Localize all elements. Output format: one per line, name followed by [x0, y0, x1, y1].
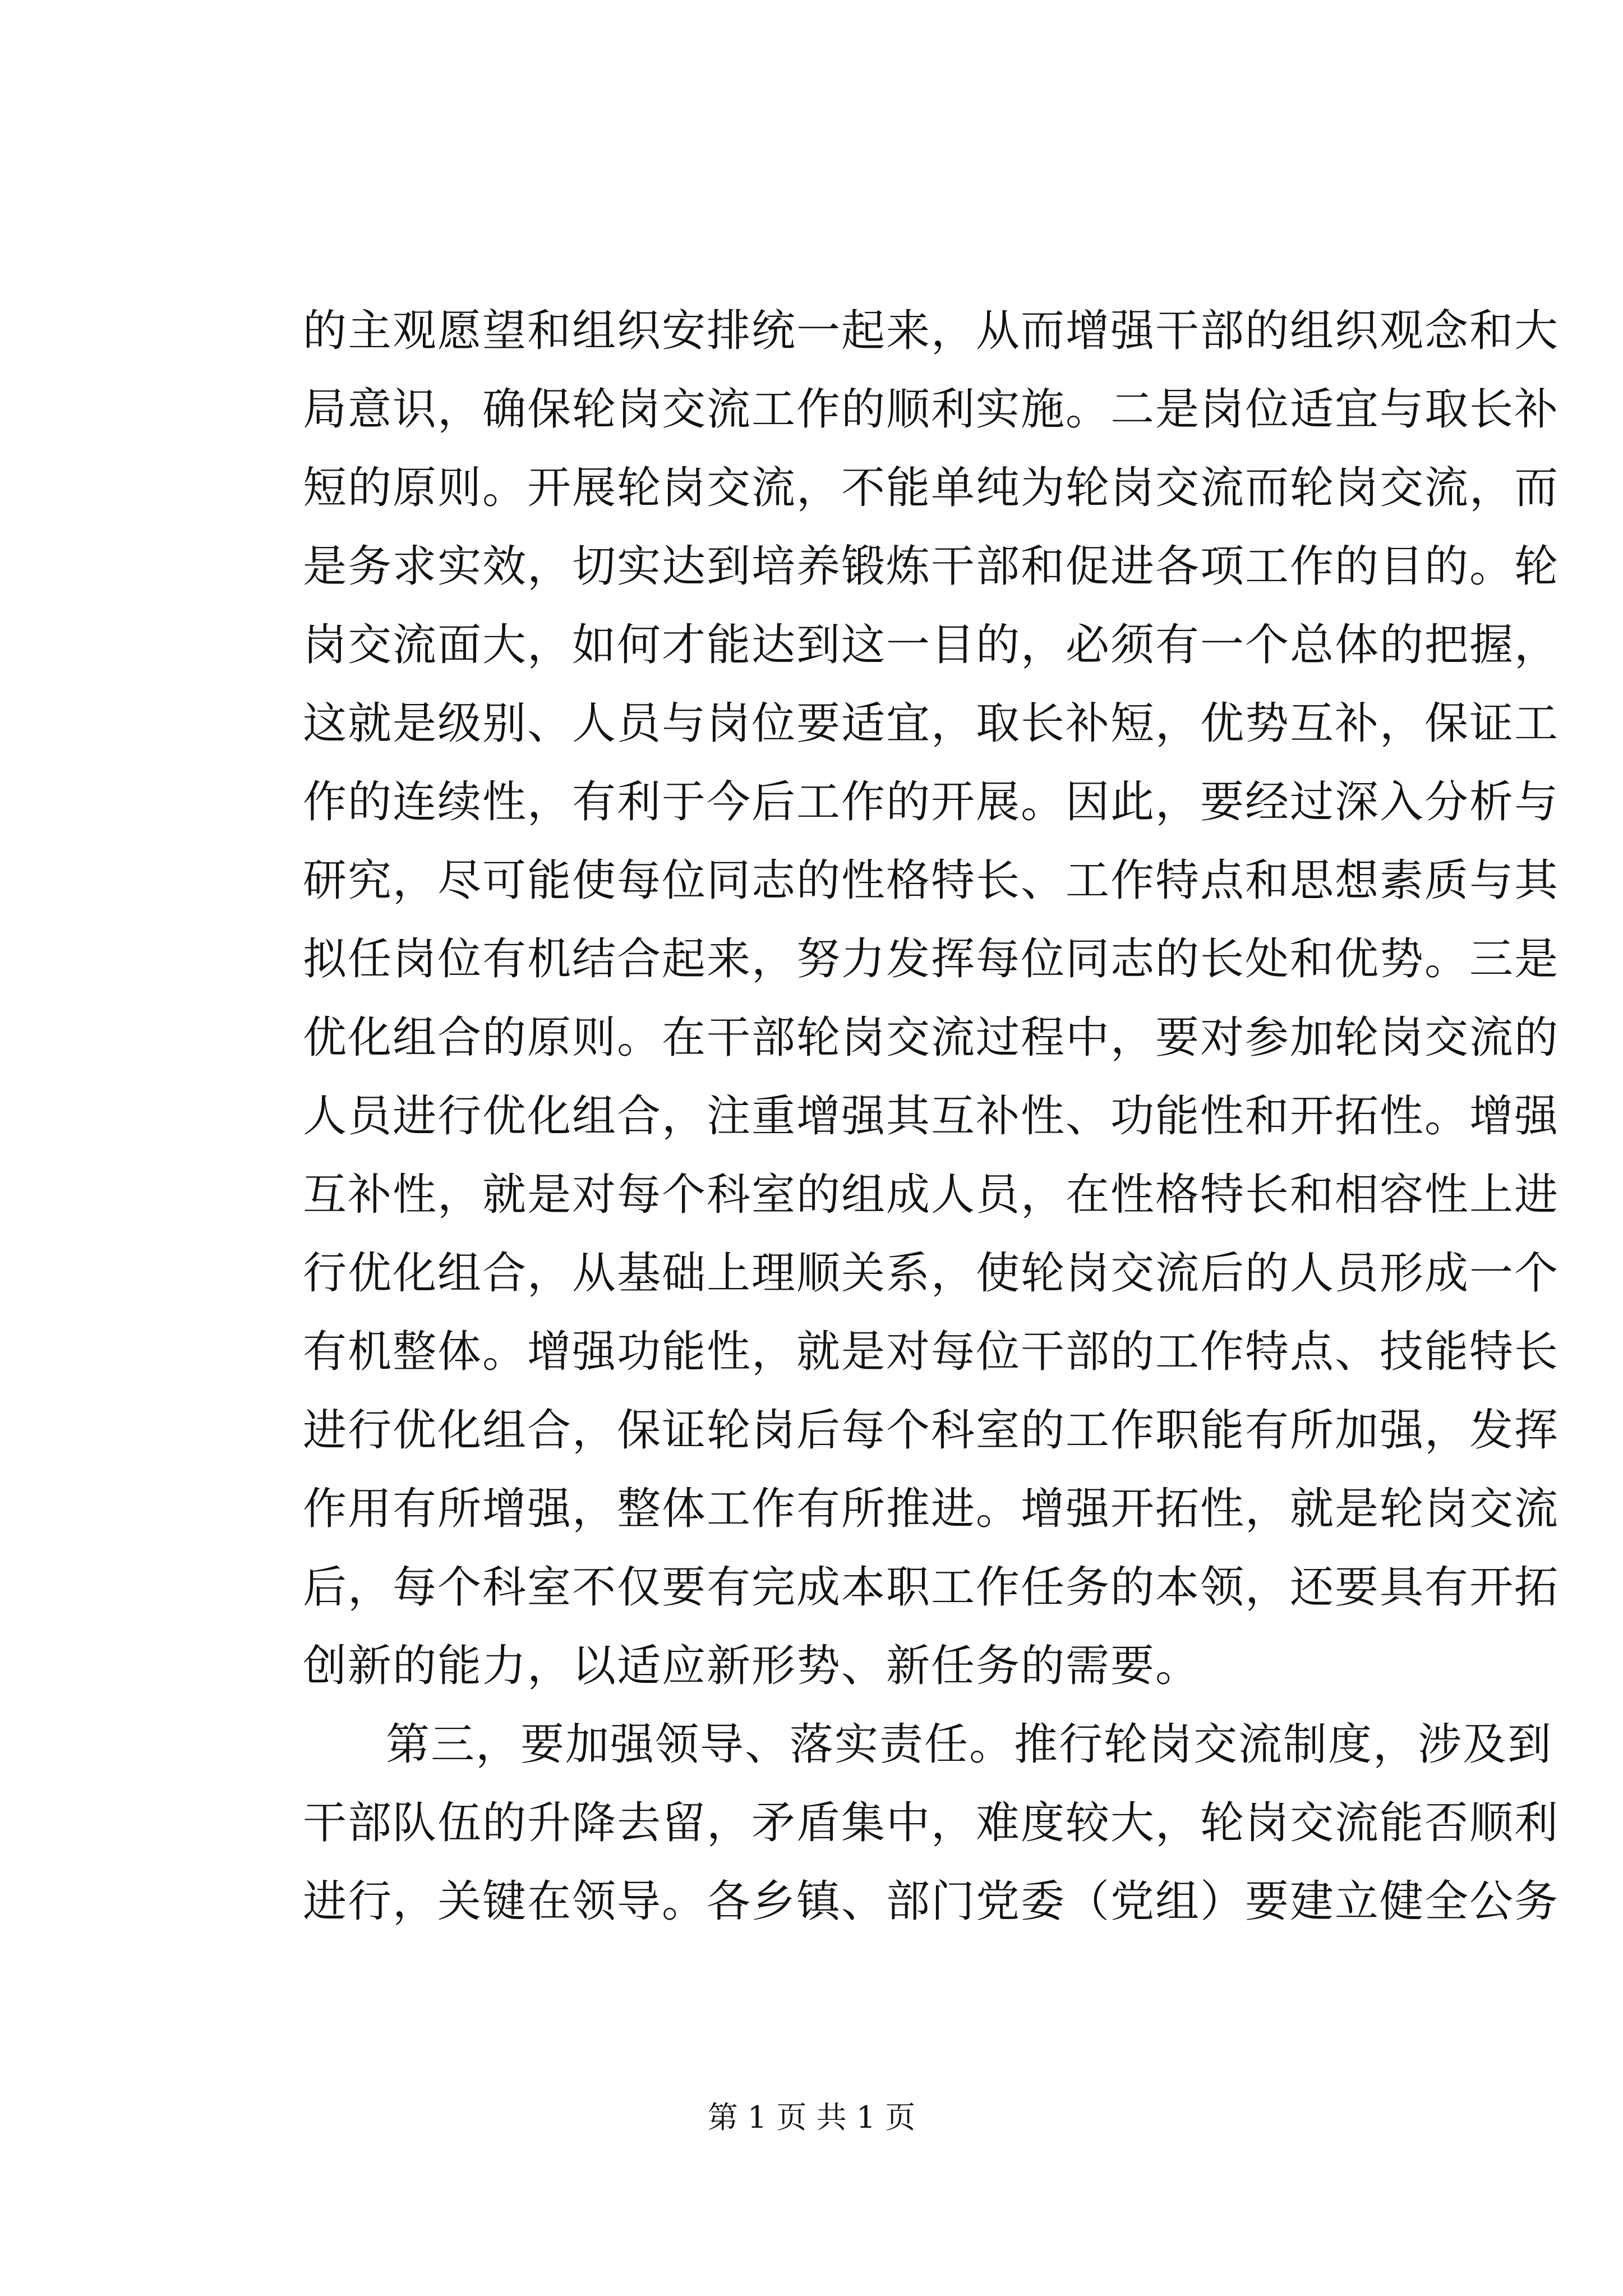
text-line: 后，每个科室不仅要有完成本职工作任务的本领，还要具有开拓 — [303, 1562, 1560, 1613]
paragraph-start-line: 第三，要加强领导、落实责任。推行轮岗交流制度，涉及到 — [386, 1719, 1553, 1770]
body-text — [303, 292, 1560, 1941]
text-line: 优化组合的原则。在干部轮岗交流过程中，要对参加轮岗交流的 — [303, 1013, 1560, 1063]
text-line: 进行优化组合，保证轮岗后每个科室的工作职能有所加强，发挥 — [303, 1405, 1560, 1456]
text-line: 作用有所增强，整体工作有所推进。增强开拓性，就是轮岗交流 — [303, 1484, 1560, 1534]
text-line: 干部队伍的升降去留，矛盾集中，难度较大，轮岗交流能否顺利 — [303, 1798, 1560, 1848]
text-line: 人员进行优化组合，注重增强其互补性、功能性和开拓性。增强 — [303, 1091, 1560, 1142]
page-footer: 第 1 页 共 1 页 — [707, 2100, 916, 2135]
text-line: 有机整体。增强功能性，就是对每位干部的工作特点、技能特长 — [303, 1327, 1560, 1377]
text-line: 是务求实效，切实达到培养锻炼干部和促进各项工作的目的。轮 — [303, 541, 1560, 592]
text-line: 研究，尽可能使每位同志的性格特长、工作特点和思想素质与其 — [303, 855, 1560, 906]
text-line: 拟任岗位有机结合起来，努力发挥每位同志的长处和优势。三是 — [303, 934, 1560, 984]
text-line: 作的连续性，有利于今后工作的开展。因此，要经过深入分析与 — [303, 777, 1560, 827]
text-line: 这就是级别、人员与岗位要适宜，取长补短，优势互补，保证工 — [303, 698, 1560, 749]
text-line: 短的原则。开展轮岗交流，不能单纯为轮岗交流而轮岗交流，而 — [303, 463, 1560, 513]
text-line: 进行，关键在领导。各乡镇、部门党委（党组）要建立健全公务 — [303, 1876, 1560, 1927]
text-line: 行优化组合，从基础上理顺关系，使轮岗交流后的人员形成一个 — [303, 1248, 1560, 1299]
text-line: 创新的能力，以适应新形势、新任务的需要。 — [303, 1641, 1201, 1691]
text-line: 局意识，确保轮岗交流工作的顺利实施。二是岗位适宜与取长补 — [303, 384, 1560, 435]
text-line: 岗交流面大，如何才能达到这一目的，必须有一个总体的把握， — [303, 620, 1560, 670]
text-line: 互补性，就是对每个科室的组成人员，在性格特长和相容性上进 — [303, 1170, 1560, 1220]
text-line: 的主观愿望和组织安排统一起来，从而增强干部的组织观念和大 — [303, 306, 1560, 356]
